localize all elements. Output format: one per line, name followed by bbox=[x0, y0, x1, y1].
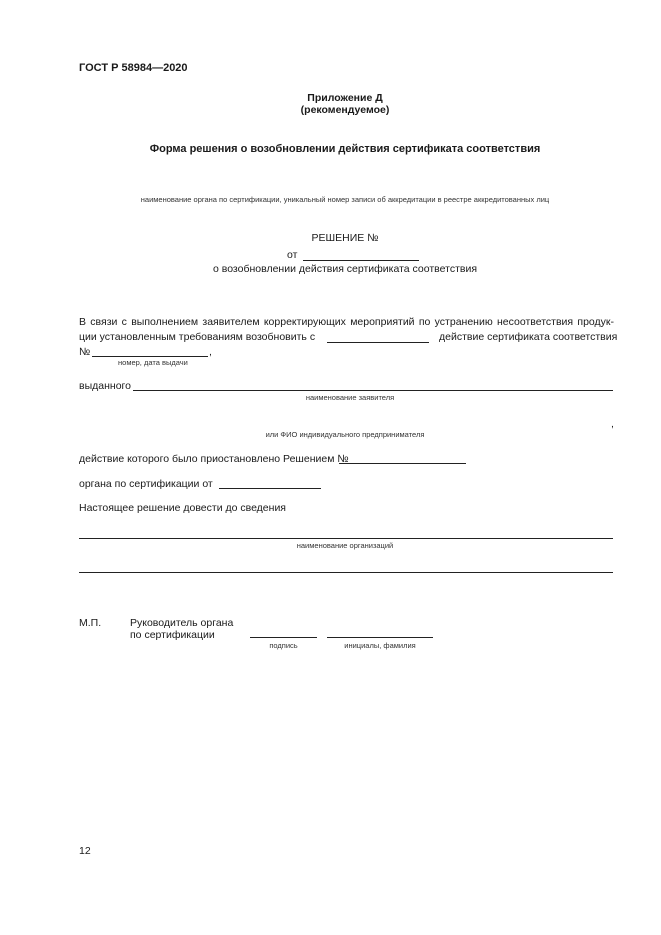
decision-subject: о возобновлении действия сертификата соответствия bbox=[212, 263, 478, 275]
applicant-field[interactable] bbox=[133, 390, 613, 391]
form-title: Форма решения о возобновлении действия сертификата соответствия bbox=[149, 143, 541, 155]
decision-from-label: от bbox=[287, 249, 298, 261]
suspended-label: действие которого было приостановлено Решением № bbox=[79, 453, 349, 465]
body-date-field[interactable] bbox=[219, 488, 321, 489]
caption-applicant: наименование заявителя bbox=[305, 393, 395, 402]
body-line-2a: ции установленным требованиям возобновить с bbox=[79, 331, 316, 343]
caption-number: номер, дата выдачи bbox=[118, 358, 188, 367]
role-line-2: по сертификации bbox=[130, 629, 215, 641]
organization-field-1[interactable] bbox=[79, 538, 613, 539]
comma-2: , bbox=[611, 418, 614, 430]
body-line-2b: действие сертификата соответствия bbox=[439, 331, 618, 343]
body-line-1: В связи с выполнением заявителем корректирующих мероприятий по устранению несоответствия продук- bbox=[79, 316, 614, 328]
caption-ie: или ФИО индивидуального предпринимателя bbox=[265, 430, 425, 439]
notify-label: Настоящее решение довести до сведения bbox=[79, 502, 286, 514]
suspension-decision-field[interactable] bbox=[339, 463, 466, 464]
page-number: 12 bbox=[79, 845, 91, 857]
appendix-title: Приложение Д bbox=[307, 92, 383, 104]
caption-name: инициалы, фамилия bbox=[344, 641, 416, 650]
role-line-1: Руководитель органа bbox=[130, 617, 234, 629]
resume-date-field[interactable] bbox=[327, 342, 429, 343]
number-sign: № bbox=[79, 346, 91, 358]
stamp-label: М.П. bbox=[79, 617, 102, 629]
caption-sign: подпись bbox=[269, 641, 298, 650]
appendix-status: (рекомендуемое) bbox=[300, 104, 390, 116]
caption-org: наименование организаций bbox=[296, 541, 394, 550]
signature-field[interactable] bbox=[250, 637, 317, 638]
name-field[interactable] bbox=[327, 637, 433, 638]
organization-field-2[interactable] bbox=[79, 572, 613, 573]
body-from-label: органа по сертификации от bbox=[79, 478, 213, 490]
decision-title: РЕШЕНИЕ № bbox=[311, 232, 379, 244]
issued-label: выданного bbox=[79, 380, 131, 392]
org-caption: наименование органа по сертификации, уникальный номер записи об аккредитации в реестре аккредитованных лиц bbox=[140, 195, 550, 204]
comma: , bbox=[209, 346, 212, 358]
standard-number: ГОСТ Р 58984—2020 bbox=[79, 62, 188, 74]
decision-date-field[interactable] bbox=[303, 260, 419, 261]
certificate-number-field[interactable] bbox=[92, 356, 208, 357]
